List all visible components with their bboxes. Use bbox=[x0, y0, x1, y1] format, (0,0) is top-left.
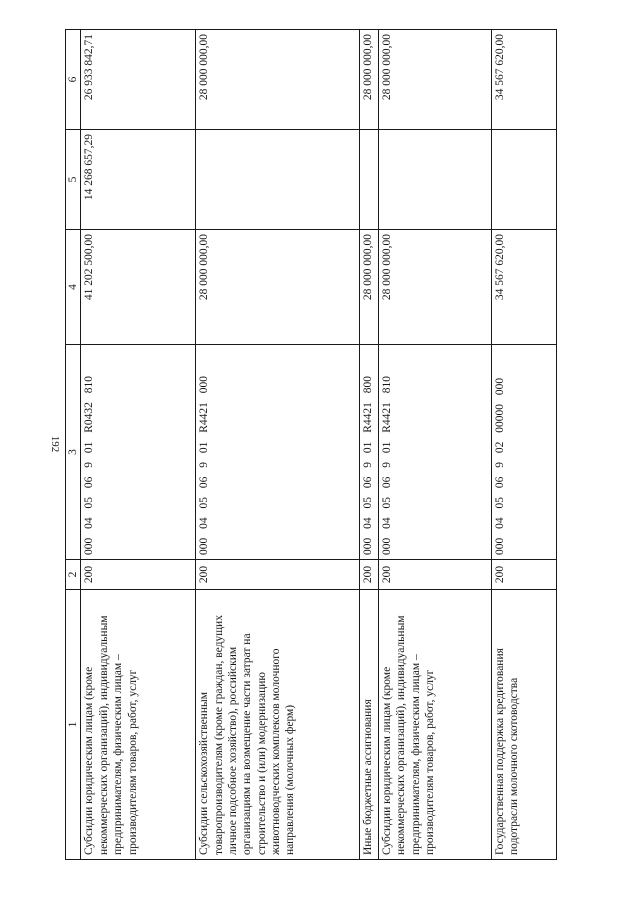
row-name: Субсидии юридическим лицам (кроме некоммерческих организаций), индивидуальным предпринимателям, физическим лицам – производителям товаров, работ, услуг bbox=[379, 590, 492, 860]
row-col-5: 14 268 657,29 bbox=[81, 130, 196, 230]
row-code: 000 04 05 06 9 01 R0432 810 bbox=[81, 345, 196, 560]
header-col-2: 2 bbox=[66, 560, 81, 590]
header-col-5: 5 bbox=[66, 130, 81, 230]
row-col-6: 34 567 620,00 bbox=[491, 30, 556, 130]
row-code: 000 04 05 06 9 01 R4421 810 bbox=[379, 345, 492, 560]
budget-table-container bbox=[65, 30, 557, 860]
header-col-4: 4 bbox=[66, 230, 81, 345]
row-code: 000 04 05 06 9 02 00000 000 bbox=[491, 345, 556, 560]
row-name: Государственная поддержка кредитования подотрасли молочного скотоводства bbox=[491, 590, 556, 860]
row-col-6: 28 000 000,00 bbox=[379, 30, 492, 130]
header-row bbox=[66, 30, 81, 860]
row-col-6: 28 000 000,00 bbox=[196, 30, 359, 130]
table-row bbox=[81, 30, 196, 860]
row-name: Иные бюджетные ассигнования bbox=[359, 590, 379, 860]
header-col-3: 3 bbox=[66, 345, 81, 560]
row-col-5 bbox=[359, 130, 379, 230]
header-col-6: 6 bbox=[66, 30, 81, 130]
table-row bbox=[359, 30, 379, 860]
row-col-4: 28 000 000,00 bbox=[379, 230, 492, 345]
row-col-6: 28 000 000,00 bbox=[359, 30, 379, 130]
row-col-2: 200 bbox=[196, 560, 359, 590]
header-col-1: 1 bbox=[66, 590, 81, 860]
row-name: Субсидии сельскохозяйственным товаропроизводителям (кроме граждан, ведущих личное подсобное хозяйство), российским организациям на возмещение части затрат на строительство и (или) модернизацию животноводческих комплексов молочного направления (молочных ферм) bbox=[196, 590, 359, 860]
table-row bbox=[491, 30, 556, 860]
row-col-5 bbox=[379, 130, 492, 230]
row-col-4: 34 567 620,00 bbox=[491, 230, 556, 345]
row-col-4: 28 000 000,00 bbox=[196, 230, 359, 345]
row-col-2: 200 bbox=[491, 560, 556, 590]
row-code: 000 04 05 06 9 01 R4421 800 bbox=[359, 345, 379, 560]
budget-table bbox=[65, 29, 557, 860]
row-col-4: 28 000 000,00 bbox=[359, 230, 379, 345]
table-row bbox=[379, 30, 492, 860]
row-col-6: 26 933 842,71 bbox=[81, 30, 196, 130]
row-col-4: 41 202 500,00 bbox=[81, 230, 196, 345]
row-name: Субсидии юридическим лицам (кроме некоммерческих организаций), индивидуальным предпринимателям, физическим лицам – производителям товаров, работ, услуг bbox=[81, 590, 196, 860]
row-col-2: 200 bbox=[81, 560, 196, 590]
row-col-2: 200 bbox=[379, 560, 492, 590]
row-col-2: 200 bbox=[359, 560, 379, 590]
row-code: 000 04 05 06 9 01 R4421 000 bbox=[196, 345, 359, 560]
row-col-5 bbox=[196, 130, 359, 230]
row-col-5 bbox=[491, 130, 556, 230]
page-number: 192 bbox=[49, 435, 61, 453]
table-row bbox=[196, 30, 359, 860]
